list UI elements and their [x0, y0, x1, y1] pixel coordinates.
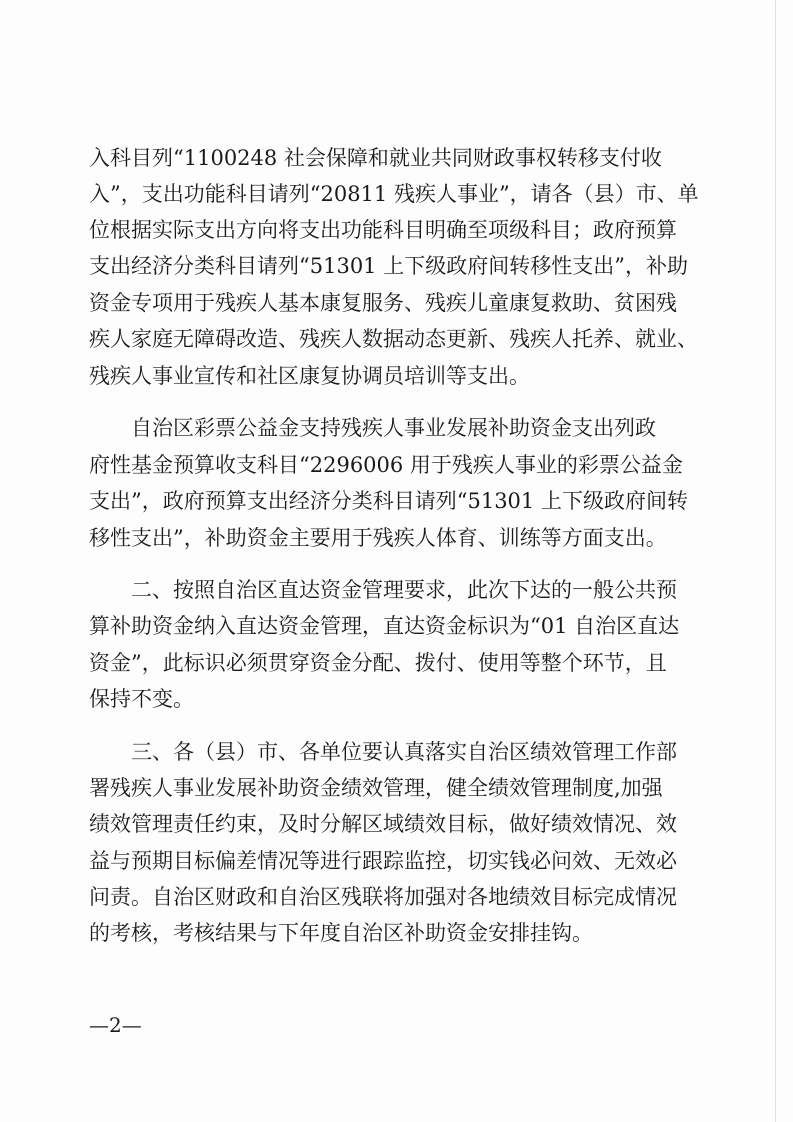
body-line: 疾人家庭无障碍改造、残疾人数据动态更新、残疾人托养、就业、 [89, 327, 698, 351]
body-line: 的考核，考核结果与下年度自治区补助资金安排挂钩。 [89, 921, 593, 945]
body-line: 入”，支出功能科目请列“20811 残疾人事业”，请各（县）市、单 [89, 182, 699, 206]
paragraph-first-line: 三、各（县）市、各单位要认真落实自治区绩效管理工作部 [131, 740, 677, 764]
body-line: 问责。自治区财政和自治区残联将加强对各地绩效目标完成情况 [89, 885, 677, 909]
body-line: 支出”，政府预算支出经济分类科目请列“51301 上下级政府间转 [89, 489, 688, 513]
body-line: 保持不变。 [89, 687, 194, 711]
body-line: 署残疾人事业发展补助资金绩效管理，健全绩效管理制度,加强 [89, 776, 663, 800]
body-line: 府性基金预算收支科目“2296006 用于残疾人事业的彩票公益金 [89, 453, 683, 477]
body-line: 资金专项用于残疾人基本康复服务、残疾儿童康复救助、贫困残 [89, 291, 677, 315]
body-line: 残疾人事业宣传和社区康复协调员培训等支出。 [89, 364, 530, 388]
body-line: 移性支出”，补助资金主要用于残疾人体育、训练等方面支出。 [89, 526, 667, 550]
paragraph-first-line: 二、按照自治区直达资金管理要求，此次下达的一般公共预 [131, 578, 677, 602]
body-line: 入科目列“1100248 社会保障和就业共同财政事权转移支付收 [89, 146, 662, 170]
paragraph-first-line: 自治区彩票公益金支持残疾人事业发展补助资金支出列政 [131, 416, 656, 440]
page-number: —2— [89, 1013, 142, 1037]
body-line: 资金”，此标识必须贯穿资金分配、拨付、使用等整个环节，且 [89, 651, 667, 675]
body-line: 位根据实际支出方向将支出功能科目明确至项级科目；政府预算 [89, 218, 677, 242]
body-line: 益与预期目标偏差情况等进行跟踪监控，切实钱必问效、无效必 [89, 849, 677, 873]
body-line: 算补助资金纳入直达资金管理，直达资金标识为“01 自治区直达 [89, 614, 680, 638]
body-line: 绩效管理责任约束，及时分解区域绩效目标，做好绩效情况、效 [89, 812, 677, 836]
page-edge-divider [775, 0, 776, 1122]
body-line: 支出经济分类科目请列“51301 上下级政府间转移性支出”，补助 [89, 254, 688, 278]
